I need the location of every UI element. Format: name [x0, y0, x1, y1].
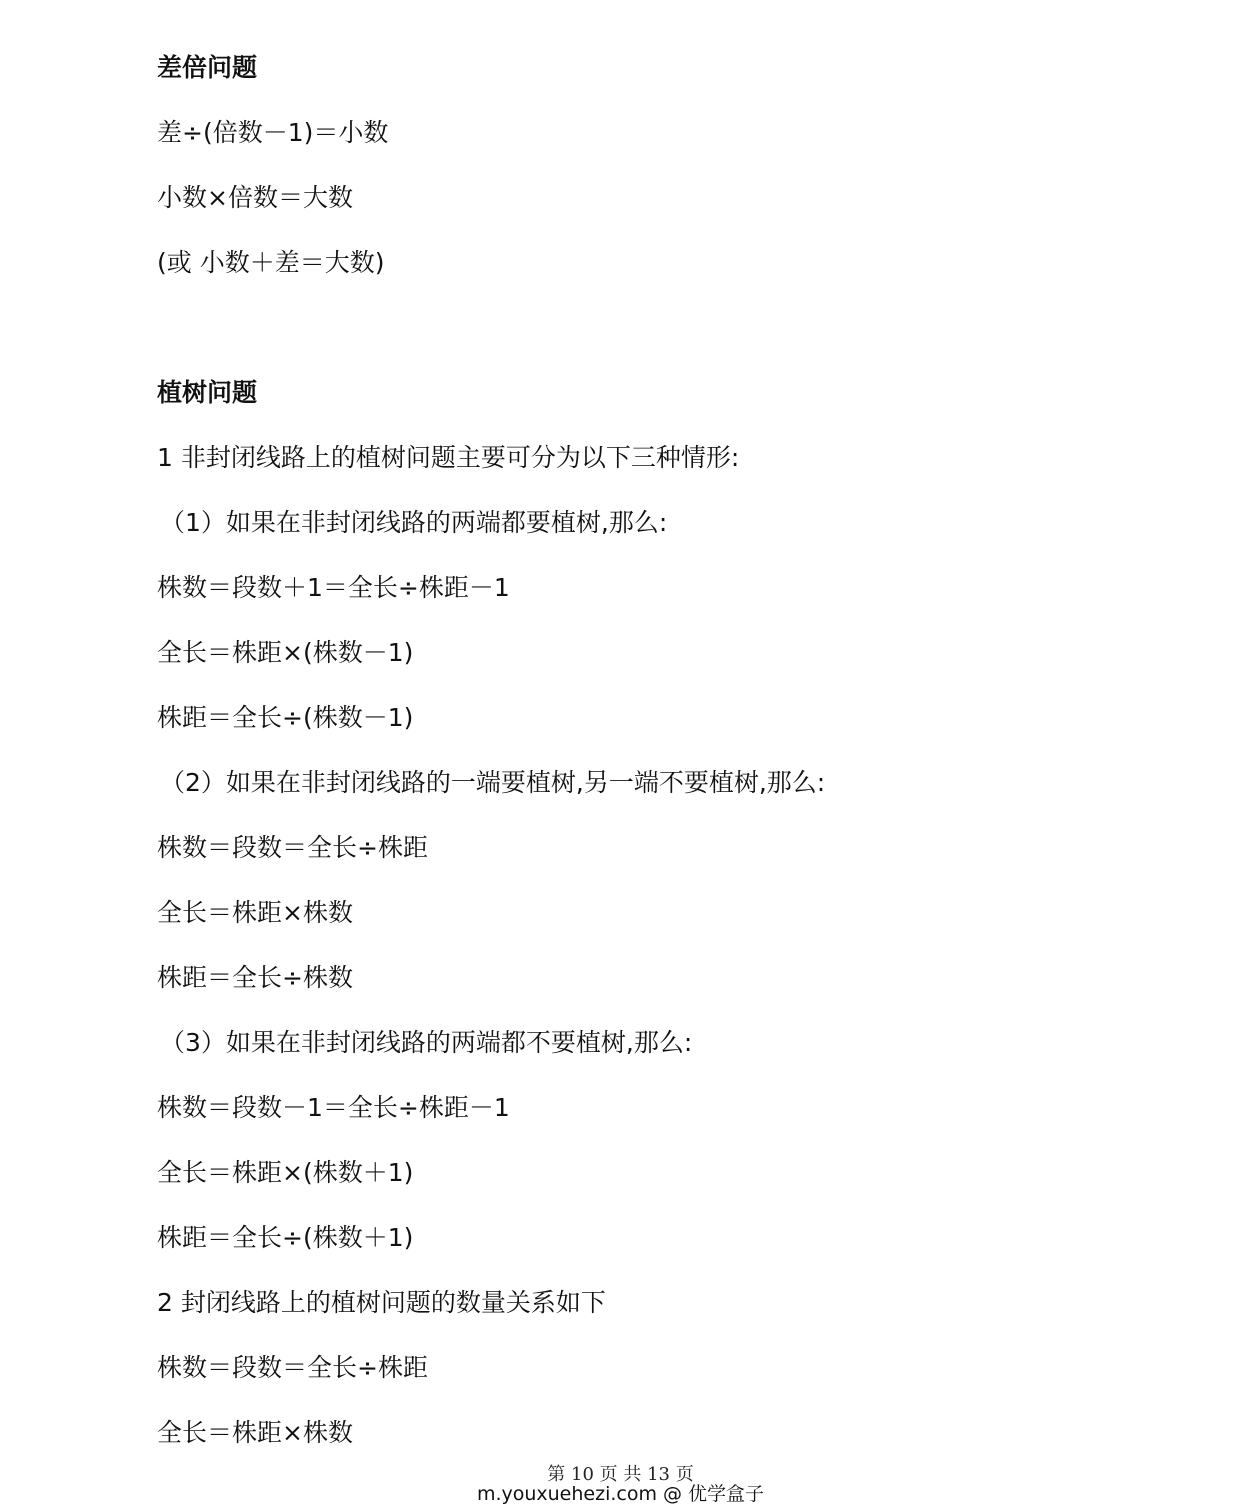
site-watermark: m.youxuehezi.com @ 优学盒子	[476, 1483, 765, 1505]
formula-line: 小数×倍数＝大数	[157, 183, 353, 212]
paragraph-line: 2 封闭线路上的植树问题的数量关系如下	[157, 1288, 606, 1317]
formula-line: 株距＝全长÷(株数＋1)	[157, 1223, 414, 1252]
formula-line: 株数＝段数－1＝全长÷株距－1	[157, 1093, 510, 1122]
section-heading: 植树问题	[157, 378, 258, 407]
formula-line: 全长＝株距×株数	[157, 898, 353, 927]
formula-line: 差÷(倍数－1)＝小数	[157, 118, 389, 147]
formula-line: 株数＝段数＋1＝全长÷株距－1	[157, 573, 510, 602]
case-line: （2）如果在非封闭线路的一端要植树,另一端不要植树,那么:	[160, 768, 826, 797]
formula-line: 全长＝株距×(株数－1)	[157, 638, 414, 667]
formula-line: 株数＝段数＝全长÷株距	[157, 1353, 428, 1382]
paragraph-line: 1 非封闭线路上的植树问题主要可分为以下三种情形:	[157, 443, 740, 472]
formula-line: (或 小数＋差＝大数)	[157, 248, 385, 277]
formula-line: 全长＝株距×(株数＋1)	[157, 1158, 414, 1187]
section-heading: 差倍问题	[157, 53, 258, 82]
formula-line: 株距＝全长÷株数	[157, 963, 353, 992]
formula-line: 株数＝段数＝全长÷株距	[157, 833, 428, 862]
case-line: （3）如果在非封闭线路的两端都不要植树,那么:	[160, 1028, 693, 1057]
page-number: 第 10 页 共 13 页	[547, 1464, 694, 1485]
case-line: （1）如果在非封闭线路的两端都要植树,那么:	[160, 508, 668, 537]
formula-line: 株距＝全长÷(株数－1)	[157, 703, 414, 732]
formula-line: 全长＝株距×株数	[157, 1418, 353, 1447]
